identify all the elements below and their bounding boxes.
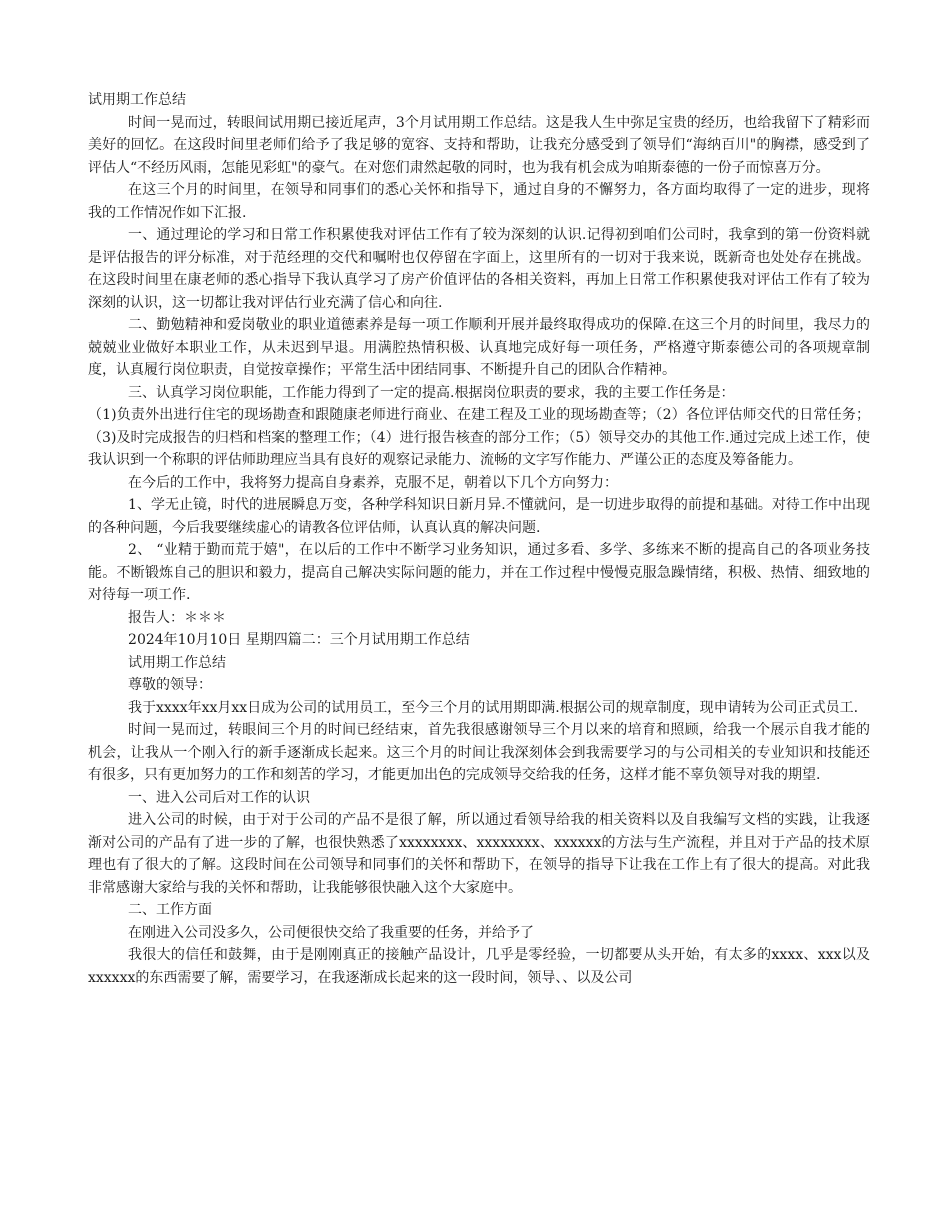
paragraph: 时间一晃而过，转眼间试用期已接近尾声，3个月试用期工作总结。这是我人生中弥足宝贵的经历，也给我留下了精彩而美好的回忆。在这段时间里老师们给予了我足够的宽容、支持和帮助，让我充分感受到了领导们“海纳百川"的胸襟，感受到了评估人“不经历风雨，怎能见彩虹"的豪气。在对您们肃然起敬的同时，也为我有机会成为咱斯泰德的一份子而惊喜万分。 bbox=[88, 114, 870, 176]
paragraph: 在这三个月的时间里，在领导和同事们的悉心关怀和指导下，通过自身的不懈努力，各方面均取得了一定的进步，现将我的工作情况作如下汇报. bbox=[88, 182, 870, 221]
paragraph: 在刚进入公司没多久，公司便很快交给了我重要的任务，并给予了 bbox=[128, 924, 535, 941]
reporter-line: 报告人：＊＊＊ bbox=[128, 609, 227, 626]
paragraph: 时间一晃而过，转眼间三个月的时间已经结束，首先我很感谢领导三个月以来的培育和照顾，给我一个展示自我才能的机会，让我从一个刚入行的新手逐渐成长起来。这三个月的时间让我深刻体会到我需要学习的与公司相关的专业知识和技能还有很多，只有更加努力的工作和刻苦的学习，才能更加出色的完成领导交给我的任务，这样才能不辜负领导对我的期望. bbox=[88, 722, 870, 783]
section-heading: 一、进入公司后对工作的认识 bbox=[128, 789, 311, 806]
paragraph: 三、认真学习岗位职能，工作能力得到了一定的提高.根据岗位职责的要求，我的主要工作任务是： bbox=[128, 384, 735, 401]
paragraph: 在今后的工作中，我将努力提高自身素养，克服不足，朝着以下几个方向努力： bbox=[128, 474, 619, 491]
paragraph: 一、通过理论的学习和日常工作积累使我对评估工作有了较为深刻的认识.记得初到咱们公司时，我拿到的第一份资料就是评估报告的评分标准，对于范经理的交代和嘱咐也仅停留在字面上，这里所有的一切对于我来说，既新奇也处处存在挑战。在这段时间里在康老师的悉心指导下我认真学习了房产价值评估的各相关资料，再加上日常工作积累使我对评估工作有了较为深刻的认识，这一切都让我对评估行业充满了信心和向往. bbox=[88, 227, 870, 311]
section-heading: 二、工作方面 bbox=[128, 902, 213, 918]
section-title: 试用期工作总结 bbox=[128, 654, 227, 671]
document-title: 试用期工作总结 bbox=[88, 92, 186, 108]
paragraph: 2、 “业精于勤而荒于嬉"，在以后的工作中不断学习业务知识，通过多看、多学、多练来不断的提高自己的各项业务技能。不断锻炼自己的胆识和毅力，提高自己解决实际问题的能力，并在工作过程中慢慢克服急躁情绪，积极、热情、细致地的对待每一项工作. bbox=[88, 542, 870, 603]
salutation: 尊敬的领导： bbox=[128, 677, 213, 693]
date-line: 2024年10月10日 星期四篇二：三个月试用期工作总结 bbox=[128, 632, 470, 648]
paragraph: （1)负责外出进行住宅的现场勘查和跟随康老师进行商业、在建工程及工业的现场勘查等；（2）各位评估师交代的日常任务；（3)及时完成报告的归档和档案的整理工作；（4）进行报告核查的部分工作；（5）领导交办的其他工作.通过完成上述工作，使我认识到一个称职的评估师助理应当具有良好的观察记录能力、流畅的文字写作能力、严谨公正的态度及筹备能力。 bbox=[88, 407, 870, 468]
paragraph: 1、学无止镜，时代的进展瞬息万变，各种学科知识日新月异.不懂就问，是一切进步取得的前提和基础。对待工作中出现的各种问题，今后我要继续虚心的请教各位评估师，认真认真的解决问题. bbox=[88, 497, 870, 536]
document-page bbox=[88, 89, 870, 989]
paragraph: 我于xxxx年xx月xx日成为公司的试用员工，至今三个月的试用期即满.根据公司的规章制度，现申请转为公司正式员工. bbox=[128, 699, 859, 716]
paragraph: 我很大的信任和鼓舞，由于是刚刚真正的接触产品设计，几乎是零经验，一切都要从头开始，有太多的xxxx、xxx以及xxxxxx的东西需要了解，需要学习，在我逐渐成长起来的这一段时间，领导、、以及公司 bbox=[88, 947, 870, 986]
paragraph: 二、勤勉精神和爱岗敬业的职业道德素养是每一项工作顺利开展并最终取得成功的保障.在这三个月的时间里，我尽力的兢兢业业做好本职业工作，从未迟到早退。用满腔热情积极、认真地完成好每一项任务，严格遵守斯泰德公司的各项规章制度，认真履行岗位职责，自觉按章操作；平常生活中团结同事、不断提升自己的团队合作精神。 bbox=[88, 317, 870, 378]
paragraph: 进入公司的时候，由于对于公司的产品不是很了解，所以通过看领导给我的相关资料以及自我编写文档的实践，让我逐渐对公司的产品有了进一步的了解，也很快熟悉了xxxxxxxx、xxxxxxxx、xxxxxx的方法与生产流程，并且对于产品的技术原理也有了很大的了解。这段时间在公司领导和同事们的关怀和帮助下，在领导的指导下让我在工作上有了很大的提高。对此我非常感谢大家给与我的关怀和帮助，让我能够很快融入这个大家庭中。 bbox=[88, 812, 870, 896]
